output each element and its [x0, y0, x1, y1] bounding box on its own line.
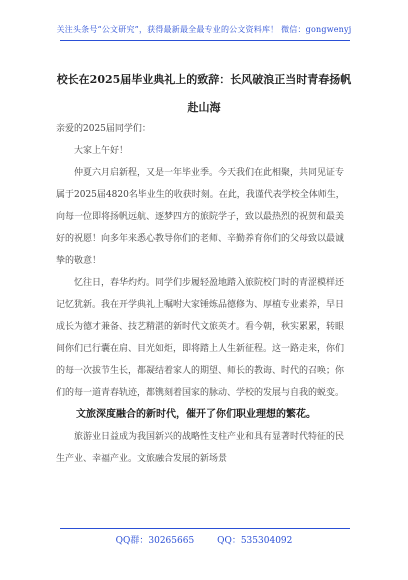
qq-number: QQ：535304092	[217, 536, 293, 546]
header-divider	[60, 40, 350, 41]
paragraph: 忆往日，春华灼灼。同学们步履轻盈地踏入旅院校门时的青涩模样还记忆犹新。我在开学典礼上嘱咐大家锤炼品德修为、厚植专业素养，早日成长为德才兼备、技艺精湛的新时代文旅英才。看今朝，秋实累累，转眼间你们已行囊在肩、目光如炬，即将踏上人生新征程。这一路走来，你们的每一次拔节生长，都凝结着家人的期望、师长的教诲、时代的召唤；你们的每一道青春轨迹，都镌刻着国家的脉动、学校的发展与自我的蜕变。	[56, 278, 345, 398]
paragraph: 仲夏六月启新程，又是一年毕业季。今天我们在此相聚，共同见证专属于2025届4820名毕业生的收获时刻。在此，我谨代表学校全体师生，向每一位即将扬帆远航、逐梦四方的旅院学子，致以最热烈的祝贺和最美好的祝愿！向多年来悉心教导你们的老师、辛勤养育你们的父母致以最诚挚的敬意！	[56, 168, 345, 266]
salutation: 亲爱的2025届同学们：	[56, 124, 151, 134]
footer	[0, 533, 408, 546]
top-banner: 关注头条号“公文研究”，获得最新最全最专业的公文资料库！ 微信：gongwenyj	[56, 25, 352, 34]
document-body	[56, 118, 352, 470]
document-title: 校长在2025届毕业典礼上的致辞：长风破浪正当时青春扬帆赴山海	[56, 73, 352, 114]
section-heading: 文旅深度融合的新时代，催开了你们职业理想的繁花。	[76, 409, 316, 420]
paragraph: 旅游业日益成为我国新兴的战略性支柱产业和具有显著时代特征的民生产业、幸福产业。文旅融合发展的新场景	[56, 432, 345, 464]
footer-divider	[60, 528, 350, 529]
qq-group: QQ群：30265665	[115, 536, 195, 546]
greeting: 大家上午好！	[74, 146, 129, 156]
